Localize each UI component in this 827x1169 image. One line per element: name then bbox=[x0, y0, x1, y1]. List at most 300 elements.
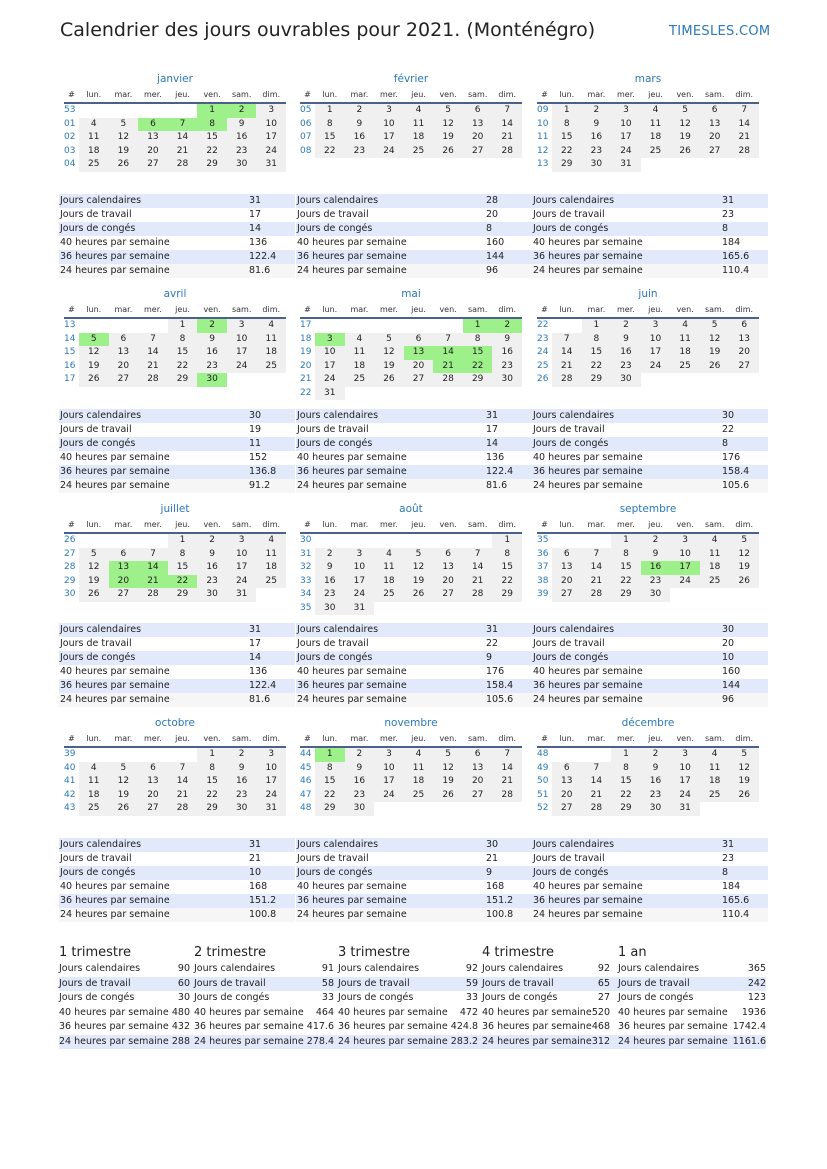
stat-value: 30 bbox=[722, 624, 735, 635]
day-cell: 27 bbox=[404, 373, 434, 387]
day-cell: 4 bbox=[345, 333, 375, 347]
empty-cell bbox=[404, 602, 434, 616]
day-cell: 25 bbox=[374, 588, 404, 602]
stat-label: Jours calendaires bbox=[297, 195, 379, 206]
week-number: 39 bbox=[537, 589, 549, 599]
month-stats bbox=[532, 838, 768, 922]
day-cell: 4 bbox=[700, 534, 730, 548]
weekday-label: # bbox=[304, 520, 311, 529]
weekday-header bbox=[64, 303, 286, 319]
empty-cell bbox=[492, 802, 522, 816]
day-cell: 7 bbox=[492, 104, 522, 118]
week-number: 29 bbox=[64, 575, 76, 586]
day-cell: 28 bbox=[168, 158, 198, 172]
week-row bbox=[64, 158, 286, 172]
day-cell: 13 bbox=[729, 333, 759, 347]
holiday-day: 8 bbox=[197, 118, 227, 132]
day-cell: 28 bbox=[138, 588, 168, 602]
quarter-stat-row bbox=[59, 977, 190, 992]
stat-value: 31 bbox=[249, 624, 262, 635]
day-cell: 24 bbox=[315, 373, 345, 387]
quarter-stat-value: 58 bbox=[321, 977, 334, 989]
empty-cell bbox=[552, 534, 582, 548]
stat-label: 36 heures par semaine bbox=[297, 680, 407, 691]
weekday-header bbox=[537, 303, 759, 319]
stat-label: Jours de congés bbox=[533, 867, 609, 878]
stat-label: 36 heures par semaine bbox=[297, 466, 407, 477]
holiday-day: 5 bbox=[79, 333, 109, 347]
week-row bbox=[64, 575, 286, 589]
week-number: 35 bbox=[537, 535, 549, 545]
empty-cell bbox=[492, 602, 522, 616]
day-cell: 24 bbox=[227, 575, 257, 589]
week-row bbox=[300, 373, 522, 387]
weekday-label: lun. bbox=[86, 90, 102, 99]
week-row bbox=[300, 319, 522, 333]
stat-label: Jours de congés bbox=[60, 223, 136, 234]
week-row bbox=[537, 118, 759, 132]
quarter-title: 1 an bbox=[618, 945, 647, 960]
day-cell: 18 bbox=[256, 561, 286, 575]
week-row bbox=[300, 360, 522, 374]
day-cell: 13 bbox=[433, 561, 463, 575]
stat-row bbox=[296, 423, 532, 437]
month-10 bbox=[64, 716, 286, 816]
day-cell: 11 bbox=[700, 548, 730, 562]
month-name: janvier bbox=[157, 73, 193, 85]
day-cell: 6 bbox=[552, 548, 582, 562]
empty-cell bbox=[641, 373, 671, 387]
day-cell: 24 bbox=[256, 145, 286, 159]
day-cell: 19 bbox=[670, 131, 700, 145]
quarter-stat-value: 33 bbox=[321, 992, 334, 1003]
day-cell: 27 bbox=[463, 789, 493, 803]
empty-cell bbox=[670, 158, 700, 172]
day-cell: 18 bbox=[700, 775, 730, 789]
day-cell: 20 bbox=[404, 360, 434, 374]
stat-value: 10 bbox=[722, 652, 735, 663]
weekday-label: lun. bbox=[322, 305, 338, 314]
week-number: 09 bbox=[537, 105, 549, 115]
day-cell: 12 bbox=[374, 346, 404, 360]
day-cell: 24 bbox=[374, 789, 404, 803]
day-cell: 22 bbox=[315, 789, 345, 803]
day-cell: 18 bbox=[79, 145, 109, 159]
weekday-label: mer. bbox=[617, 90, 635, 99]
day-cell: 19 bbox=[109, 145, 139, 159]
week-number: 33 bbox=[300, 575, 312, 586]
quarter-stat-row bbox=[618, 991, 766, 1006]
day-cell: 18 bbox=[404, 775, 434, 789]
weekday-label: # bbox=[304, 734, 311, 743]
stat-value: 176 bbox=[722, 452, 741, 463]
week-number: 51 bbox=[537, 789, 549, 800]
stat-row bbox=[59, 880, 295, 894]
stat-value: 31 bbox=[486, 624, 499, 635]
week-number: 37 bbox=[537, 562, 549, 572]
holiday-day: 6 bbox=[138, 118, 168, 132]
stat-row bbox=[532, 866, 768, 880]
day-cell: 16 bbox=[315, 575, 345, 589]
stat-value: 31 bbox=[722, 839, 735, 850]
stat-row bbox=[532, 665, 768, 679]
quarter-stat-row bbox=[618, 977, 766, 992]
empty-cell bbox=[79, 534, 109, 548]
quarter-stat-value: 33 bbox=[465, 992, 478, 1003]
day-cell: 14 bbox=[729, 118, 759, 132]
week-row bbox=[537, 561, 759, 575]
weekday-label: dim. bbox=[498, 734, 517, 743]
weekday-label: sam. bbox=[467, 520, 488, 529]
day-cell: 25 bbox=[404, 789, 434, 803]
weekday-label: sam. bbox=[231, 520, 252, 529]
weekday-label: sam. bbox=[231, 305, 252, 314]
stat-label: 36 heures par semaine bbox=[297, 895, 407, 906]
day-cell: 31 bbox=[670, 802, 700, 816]
day-cell: 21 bbox=[168, 145, 198, 159]
week-number: 17 bbox=[64, 374, 76, 384]
brand-link[interactable]: TIMESLES.COM bbox=[669, 24, 771, 39]
day-cell: 3 bbox=[670, 534, 700, 548]
stat-value: 105.6 bbox=[486, 694, 514, 705]
stat-value: 158.4 bbox=[486, 680, 514, 691]
empty-cell bbox=[109, 104, 139, 118]
stat-label: 36 heures par semaine bbox=[60, 895, 170, 906]
holiday-day: 2 bbox=[227, 104, 257, 118]
quarter-stat-value: 30 bbox=[177, 992, 190, 1003]
quarter-stat-row bbox=[59, 1006, 190, 1021]
day-cell: 24 bbox=[670, 789, 700, 803]
stat-value: 31 bbox=[486, 410, 499, 421]
day-cell: 18 bbox=[256, 346, 286, 360]
weekday-label: mar. bbox=[114, 305, 133, 314]
weekday-label: sam. bbox=[231, 90, 252, 99]
weekday-label: jeu. bbox=[411, 305, 426, 314]
day-cell: 7 bbox=[433, 333, 463, 347]
quarter-stat-row bbox=[618, 1006, 766, 1021]
day-cell: 8 bbox=[611, 548, 641, 562]
week-row bbox=[537, 548, 759, 562]
day-cell: 26 bbox=[79, 373, 109, 387]
weekday-label: ven. bbox=[676, 734, 694, 743]
weekday-label: sam. bbox=[231, 734, 252, 743]
stat-label: 40 heures par semaine bbox=[533, 666, 643, 677]
day-cell: 11 bbox=[79, 775, 109, 789]
day-cell: 9 bbox=[227, 118, 257, 132]
day-cell: 5 bbox=[729, 748, 759, 762]
empty-cell bbox=[700, 588, 730, 602]
day-cell: 20 bbox=[109, 360, 139, 374]
day-cell: 8 bbox=[611, 762, 641, 776]
day-cell: 6 bbox=[109, 548, 139, 562]
stat-value: 30 bbox=[722, 410, 735, 421]
day-cell: 30 bbox=[641, 588, 671, 602]
empty-cell bbox=[729, 158, 759, 172]
weekday-label: jeu. bbox=[175, 305, 190, 314]
week-number: 39 bbox=[64, 749, 76, 759]
weekday-label: dim. bbox=[735, 520, 754, 529]
day-cell: 31 bbox=[315, 387, 345, 401]
day-cell: 9 bbox=[582, 118, 612, 132]
quarter-stat-row bbox=[194, 1006, 334, 1021]
day-cell: 21 bbox=[463, 575, 493, 589]
stat-label: 24 heures par semaine bbox=[60, 265, 170, 276]
day-cell: 9 bbox=[315, 561, 345, 575]
quarter-stat-label: 36 heures par semaine bbox=[482, 1021, 592, 1032]
day-cell: 1 bbox=[582, 319, 612, 333]
quarter-stat-value: 417.6 bbox=[306, 1021, 334, 1032]
weekday-label: ven. bbox=[203, 520, 221, 529]
day-cell: 17 bbox=[256, 775, 286, 789]
day-cell: 7 bbox=[138, 548, 168, 562]
stat-label: 40 heures par semaine bbox=[533, 237, 643, 248]
day-cell: 19 bbox=[79, 575, 109, 589]
stat-value: 30 bbox=[249, 410, 262, 421]
week-row bbox=[537, 319, 759, 333]
stat-value: 31 bbox=[249, 839, 262, 850]
day-cell: 11 bbox=[670, 333, 700, 347]
stat-label: 24 heures par semaine bbox=[533, 694, 643, 705]
quarter-2 bbox=[194, 944, 334, 1049]
day-cell: 28 bbox=[463, 588, 493, 602]
week-row bbox=[64, 561, 286, 575]
holiday-day: 7 bbox=[168, 118, 198, 132]
day-cell: 31 bbox=[256, 802, 286, 816]
stat-label: Jours de congés bbox=[60, 867, 136, 878]
holiday-day: 15 bbox=[463, 346, 493, 360]
month-9 bbox=[537, 502, 759, 602]
stat-row bbox=[532, 908, 768, 922]
month-name: avril bbox=[163, 288, 187, 300]
day-cell: 4 bbox=[700, 748, 730, 762]
stat-row bbox=[296, 250, 532, 264]
quarter-stat-value: 242 bbox=[747, 977, 766, 989]
weekday-label: ven. bbox=[439, 734, 457, 743]
day-cell: 21 bbox=[492, 131, 522, 145]
stat-row bbox=[59, 894, 295, 908]
stat-value: 100.8 bbox=[249, 909, 277, 920]
day-cell: 6 bbox=[552, 762, 582, 776]
holiday-day: 13 bbox=[109, 561, 139, 575]
week-row bbox=[64, 319, 286, 333]
quarter-stat-value: 480 bbox=[171, 1006, 190, 1018]
stat-value: 31 bbox=[249, 195, 262, 206]
weekday-label: ven. bbox=[676, 90, 694, 99]
week-row bbox=[64, 373, 286, 387]
day-cell: 2 bbox=[227, 748, 257, 762]
day-cell: 25 bbox=[670, 360, 700, 374]
day-cell: 11 bbox=[79, 131, 109, 145]
empty-cell bbox=[552, 748, 582, 762]
day-cell: 6 bbox=[463, 748, 493, 762]
week-number: 13 bbox=[64, 320, 76, 330]
day-cell: 17 bbox=[374, 131, 404, 145]
quarter-stat-value: 27 bbox=[597, 992, 610, 1003]
weekday-label: mar. bbox=[114, 90, 133, 99]
day-cell: 8 bbox=[197, 762, 227, 776]
day-cell: 13 bbox=[700, 118, 730, 132]
month-2 bbox=[300, 72, 522, 158]
stat-value: 81.6 bbox=[249, 694, 271, 705]
day-cell: 9 bbox=[197, 548, 227, 562]
weekday-label: jeu. bbox=[648, 734, 663, 743]
stat-value: 21 bbox=[249, 853, 262, 864]
stat-row bbox=[296, 880, 532, 894]
empty-cell bbox=[433, 319, 463, 333]
quarter-stat-row bbox=[482, 991, 610, 1006]
quarter-stat-value: 283.2 bbox=[450, 1035, 478, 1047]
week-number: 30 bbox=[64, 589, 76, 599]
day-cell: 7 bbox=[729, 104, 759, 118]
weekday-label: lun. bbox=[322, 520, 338, 529]
stat-label: Jours de travail bbox=[533, 209, 605, 220]
quarter-stat-label: 24 heures par semaine bbox=[482, 1035, 592, 1047]
stat-row bbox=[532, 194, 768, 208]
month-stats bbox=[59, 409, 295, 493]
week-number: 08 bbox=[300, 145, 312, 156]
stat-row bbox=[296, 679, 532, 693]
day-cell: 21 bbox=[582, 789, 612, 803]
day-cell: 14 bbox=[463, 561, 493, 575]
day-cell: 23 bbox=[315, 588, 345, 602]
day-cell: 23 bbox=[197, 575, 227, 589]
stat-row bbox=[296, 208, 532, 222]
stat-label: Jours de travail bbox=[297, 638, 369, 649]
stat-value: 160 bbox=[486, 237, 505, 248]
weekday-label: jeu. bbox=[175, 520, 190, 529]
weekday-label: jeu. bbox=[648, 90, 663, 99]
stat-label: 40 heures par semaine bbox=[297, 881, 407, 892]
stat-row bbox=[296, 623, 532, 637]
day-cell: 13 bbox=[463, 118, 493, 132]
empty-cell bbox=[256, 373, 286, 387]
stat-label: 40 heures par semaine bbox=[60, 237, 170, 248]
week-number: 26 bbox=[537, 374, 549, 384]
week-row bbox=[64, 534, 286, 548]
stat-value: 151.2 bbox=[486, 895, 514, 906]
quarter-stat-value: 60 bbox=[177, 977, 190, 989]
day-cell: 23 bbox=[611, 360, 641, 374]
weekday-label: jeu. bbox=[411, 520, 426, 529]
stat-label: 36 heures par semaine bbox=[533, 251, 643, 262]
weekday-label: sam. bbox=[704, 520, 725, 529]
stat-label: Jours de travail bbox=[60, 638, 132, 649]
day-cell: 19 bbox=[79, 360, 109, 374]
week-row bbox=[300, 775, 522, 789]
empty-cell bbox=[315, 534, 345, 548]
week-number: 26 bbox=[64, 535, 76, 545]
day-cell: 1 bbox=[168, 319, 198, 333]
day-cell: 10 bbox=[670, 548, 700, 562]
day-cell: 20 bbox=[729, 346, 759, 360]
day-cell: 27 bbox=[109, 588, 139, 602]
quarter-stat-value: 365 bbox=[747, 963, 766, 974]
stat-label: Jours de travail bbox=[60, 424, 132, 435]
day-cell: 10 bbox=[227, 333, 257, 347]
stat-value: 14 bbox=[486, 438, 499, 449]
stat-row bbox=[532, 479, 768, 493]
day-cell: 11 bbox=[374, 561, 404, 575]
stat-value: 14 bbox=[249, 223, 262, 234]
day-cell: 16 bbox=[227, 131, 257, 145]
day-cell: 5 bbox=[79, 548, 109, 562]
weekday-label: lun. bbox=[322, 734, 338, 743]
day-cell: 24 bbox=[227, 360, 257, 374]
stat-value: 152 bbox=[249, 452, 268, 463]
day-cell: 7 bbox=[168, 762, 198, 776]
month-name: octobre bbox=[155, 717, 195, 729]
day-cell: 28 bbox=[433, 373, 463, 387]
weekday-label: dim. bbox=[262, 90, 281, 99]
day-cell: 16 bbox=[197, 561, 227, 575]
stat-row bbox=[532, 637, 768, 651]
stat-value: 136.8 bbox=[249, 466, 277, 477]
stat-value: 21 bbox=[486, 853, 499, 864]
day-cell: 30 bbox=[492, 373, 522, 387]
stat-label: Jours de travail bbox=[297, 424, 369, 435]
stat-row bbox=[296, 665, 532, 679]
empty-cell bbox=[138, 104, 168, 118]
week-number: 22 bbox=[537, 320, 549, 330]
quarter-stat-label: 24 heures par semaine bbox=[194, 1035, 304, 1047]
stat-row bbox=[296, 894, 532, 908]
stat-row bbox=[296, 479, 532, 493]
day-cell: 25 bbox=[256, 360, 286, 374]
day-cell: 18 bbox=[670, 346, 700, 360]
page-title: Calendrier des jours ouvrables pour 2021. (Monténégro) bbox=[60, 19, 596, 41]
week-number: 21 bbox=[300, 374, 312, 384]
stat-value: 11 bbox=[249, 438, 262, 449]
week-row bbox=[537, 373, 759, 387]
day-cell: 22 bbox=[611, 789, 641, 803]
week-number: 42 bbox=[64, 789, 76, 800]
quarter-stat-label: Jours de congés bbox=[618, 992, 694, 1003]
week-number: 02 bbox=[64, 132, 76, 142]
week-row bbox=[537, 360, 759, 374]
week-row bbox=[64, 548, 286, 562]
weekday-label: lun. bbox=[322, 90, 338, 99]
month-name: août bbox=[399, 503, 423, 515]
day-cell: 4 bbox=[670, 319, 700, 333]
week-number: 43 bbox=[64, 803, 76, 813]
day-cell: 19 bbox=[404, 575, 434, 589]
empty-cell bbox=[168, 104, 198, 118]
day-cell: 16 bbox=[197, 346, 227, 360]
holiday-day: 14 bbox=[138, 561, 168, 575]
empty-cell bbox=[374, 802, 404, 816]
stat-value: 165.6 bbox=[722, 251, 750, 262]
week-number: 19 bbox=[300, 347, 312, 357]
day-cell: 31 bbox=[345, 602, 375, 616]
day-cell: 3 bbox=[374, 104, 404, 118]
stat-value: 17 bbox=[249, 209, 262, 220]
day-cell: 17 bbox=[345, 575, 375, 589]
stat-value: 23 bbox=[722, 209, 735, 220]
stat-label: Jours calendaires bbox=[533, 839, 615, 850]
quarter-stat-row bbox=[59, 991, 190, 1006]
day-cell: 7 bbox=[138, 333, 168, 347]
quarter-stat-label: Jours de travail bbox=[618, 977, 690, 989]
day-cell: 29 bbox=[168, 373, 198, 387]
weekday-label: mer. bbox=[144, 305, 162, 314]
stat-value: 8 bbox=[722, 438, 729, 449]
stat-label: Jours de congés bbox=[297, 223, 373, 234]
weekday-label: lun. bbox=[559, 305, 575, 314]
weekday-label: mer. bbox=[380, 90, 398, 99]
day-cell: 29 bbox=[168, 588, 198, 602]
month-7 bbox=[64, 502, 286, 602]
day-cell: 25 bbox=[404, 145, 434, 159]
